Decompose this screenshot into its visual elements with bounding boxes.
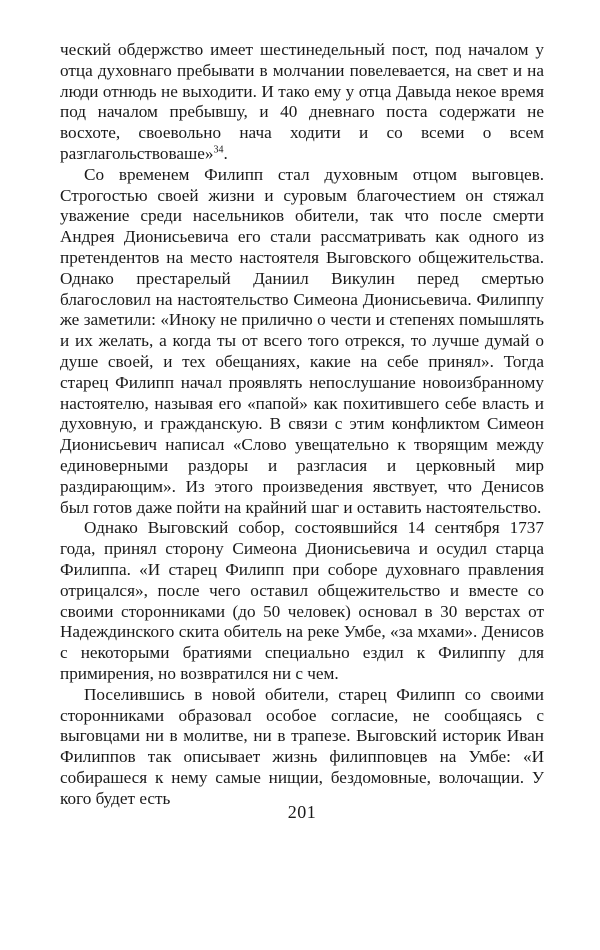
paragraph-2: Со временем Филипп стал духовным отцом выговцев. Строгостью своей жизни и суровым благочестием он стяжал уважение среди насельников обители, так что после смерти Андрея Дионисьевича его стали рассматривать как одного из претендентов на место настоятеля Выговского общежительства. Однако престарелый Даниил Викулин перед смертью благословил на настоятельство Симеона Дионисьевича. Филиппу же заметили: «Иноку не прилично о чести и степенях помышлять и их желать, а когда ты от всего того отрекся, то лучше думай о душе своей, и тех обещаниях, какие на себе принял». Тогда старец Филипп начал проявлять непослушание новоизбранному настоятелю, называя его «папой» как похитившего себе власть и духовную, и гражданскую. В связи с этим конфликтом Симеон Дионисьевич написал «Слово увещательно к творящим между единоверными раздоры и разгласия и церковный мир раздирающим». Из этого произведения явствует, что Денисов был готов даже пойти на крайний шаг и оставить настоятельство. [60,164,544,517]
paragraph-3: Однако Выговский собор, состоявшийся 14 сентября 1737 года, принял сторону Симеона Дионисьевича и осудил старца Филиппа. «И старец Филипп при соборе духовнаго правления отрицался», после чего оставил общежительство и вместе со своими сторонниками (до 50 человек) основал в 30 верстах от Надеждинского скита обитель на реке Умбе, «за мхами». Денисов с некоторыми братиями специально ездил к Филиппу для примирения, но возвратился ни с чем. [60,518,544,683]
paragraph-4: Поселившись в новой обители, старец Филипп со своими сторонниками образовал особое согласие, не сообщаясь с выговцами ни в молитве, ни в трапезе. Выговский историк Иван Филиппов так описывает жизнь филипповцев на Умбе: «И собирашеся к нему самые нищии, бездомовные, волочащии. У кого будет есть [60,684,544,808]
paragraph-1 [60,40,544,165]
body-text [60,40,544,809]
book-page [60,40,544,910]
paragraph-1-end: . [223,143,228,163]
page-number: 201 [287,802,317,822]
paragraph-1-text: ческий обдержство имеет шестинедельный пост, под началом у отца духовнаго пребывати в молчании повелевается, на свет и на люди отнюдь не выходити. И тако ему у отца Давыда некое время под началом пребывшу, и 40 дневнаго поста содержати не восхоте, своевольно нача ходити и со всеми о всем разглагольствоваше» [60,40,544,163]
footnote-marker[interactable]: 34 [213,144,224,156]
